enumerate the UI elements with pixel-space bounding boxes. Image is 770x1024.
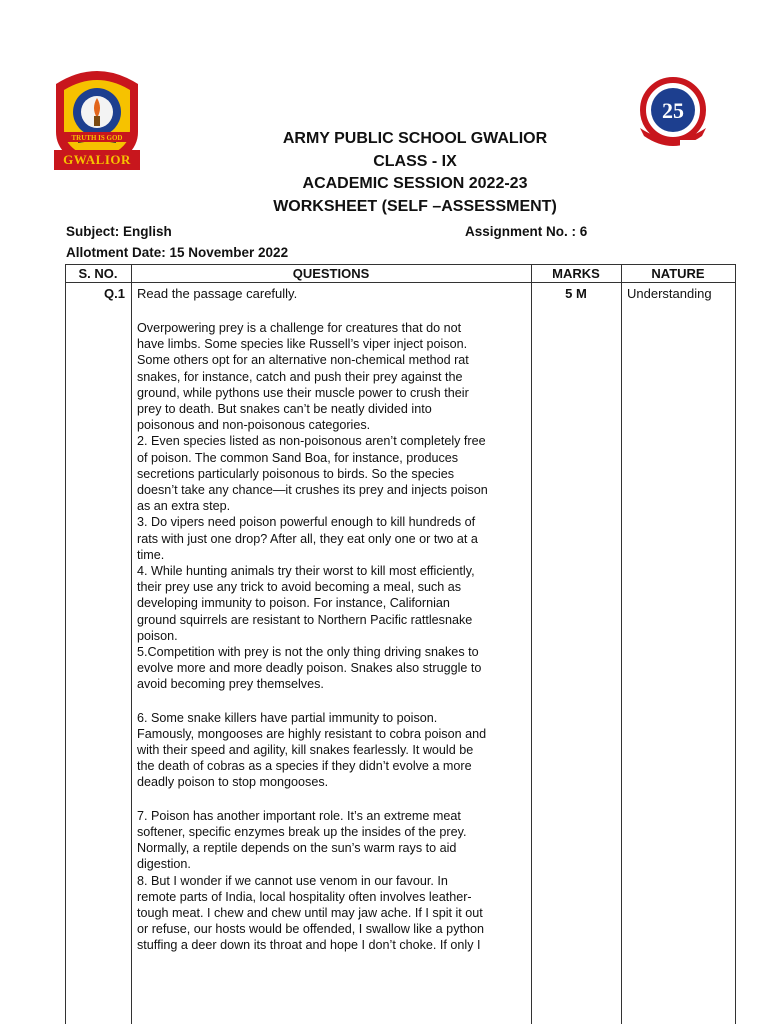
passage-line: avoid becoming prey themselves. [137,677,324,692]
passage-line: 3. Do vipers need poison powerful enough to kill hundreds of [137,515,476,530]
question-marks: 5 M [565,286,587,301]
passage-line: deadly poison to stop mongooses. [137,775,329,790]
question-nature: Understanding [627,286,712,301]
passage-line: 5.Competition with prey is not the only thing driving snakes to [137,645,479,660]
passage-line: Overpowering prey is a challenge for creatures that do not [137,321,462,335]
passage-line: poisonous and non-poisonous categories. [137,418,371,433]
allotment-date: Allotment Date: 15 November 2022 [66,245,289,260]
passage-line: 8. But I wonder if we cannot use venom in our favour. In [137,873,448,888]
worksheet-title: WORKSHEET (SELF –ASSESSMENT) [273,197,557,215]
passage-line: or refuse, our hosts would be offended, I swallow like a python [137,922,484,937]
passage-line: Famously, mongooses are highly resistant to cobra poison and [137,726,487,741]
passage-line: their prey use any trick to avoid becoming a meal, such as [137,580,462,595]
passage-line: digestion. [137,857,191,872]
session-label: ACADEMIC SESSION 2022-23 [302,175,528,192]
passage-line: doesn’t take any chance—it crushes its prey and injects poison [137,483,488,498]
passage-line: ground, while pythons use their muscle power to crush their [137,385,469,400]
passage-line: evolve more and more deadly poison. Snakes also struggle to [137,661,482,676]
passage-line: prey to death. But snakes can’t be neatly divided into [137,402,432,417]
svg-text:25: 25 [662,98,684,123]
passage-line: snakes, for instance, catch and push their prey against the [137,369,463,384]
svg-text:TRUTH IS GOD: TRUTH IS GOD [71,134,123,142]
passage-line: have limbs. Some species like Russell’s viper inject poison. [137,337,468,352]
passage-line: 7. Poison has another important role. It’s an extreme meat [137,808,461,823]
passage-line: poison. [137,628,178,643]
passage-line: 6. Some snake killers have partial immunity to poison. [137,710,438,725]
passage-line: developing immunity to poison. For instance, Californian [137,596,450,611]
anniversary-25-logo [628,70,718,160]
passage-line: remote parts of India, local hospitality often involves leather- [137,889,472,904]
passage-line: with their speed and agility, kill snakes fearlessly. It would be [137,743,474,758]
logo-caption: GWALIOR [54,150,140,170]
passage-line: secretions particularly poisonous to birds. So the species [137,466,455,481]
subject-label: Subject: English [66,224,172,239]
passage-line: 4. While hunting animals try their worst to kill most efficiently, [137,564,475,579]
header-marks: MARKS [552,266,600,281]
passage-line: tough meat. I chew and chew until may jaw ache. If I spit it out [137,905,483,920]
passage-line: ground squirrels are resistant to Northern Pacific rattlesnake [137,612,473,627]
passage-line: as an extra step. [137,499,231,514]
question-table [65,264,736,1024]
school-name: ARMY PUBLIC SCHOOL GWALIOR [282,130,548,147]
passage-line: rats with just one drop? After all, they eat only one or two at a [137,531,478,546]
passage-line: Some others opt for an alternative non-chemical method rat [137,353,469,368]
question-number: Q.1 [104,286,125,301]
reading-passage [137,320,529,954]
header-sno: S. NO. [78,266,118,281]
paragraph-gap [137,693,529,710]
passage-line: of poison. The common Sand Boa, for instance, produces [137,450,459,465]
assignment-number: Assignment No. : 6 [465,224,588,239]
passage-line: stuffing a deer down its throat and hope I don’t choke. If only I [137,938,481,953]
header-nature: NATURE [651,266,705,281]
passage-line: the death of cobras as a species if they didn’t evolve a more [137,759,472,774]
paragraph-gap [137,791,529,808]
header-questions: QUESTIONS [292,266,370,281]
class-label: CLASS - IX [373,152,457,170]
passage-line: time. [137,547,165,562]
question-instruction: Read the passage carefully. [137,286,298,301]
worksheet-heading [200,128,630,218]
passage-line: Normally, a reptile depends on the sun’s warm rays to aid [137,841,457,856]
passage-line: 2. Even species listed as non-poisonous aren’t completely free [137,434,486,449]
passage-line: softener, specific enzymes break up the insides of the prey. [137,824,467,839]
